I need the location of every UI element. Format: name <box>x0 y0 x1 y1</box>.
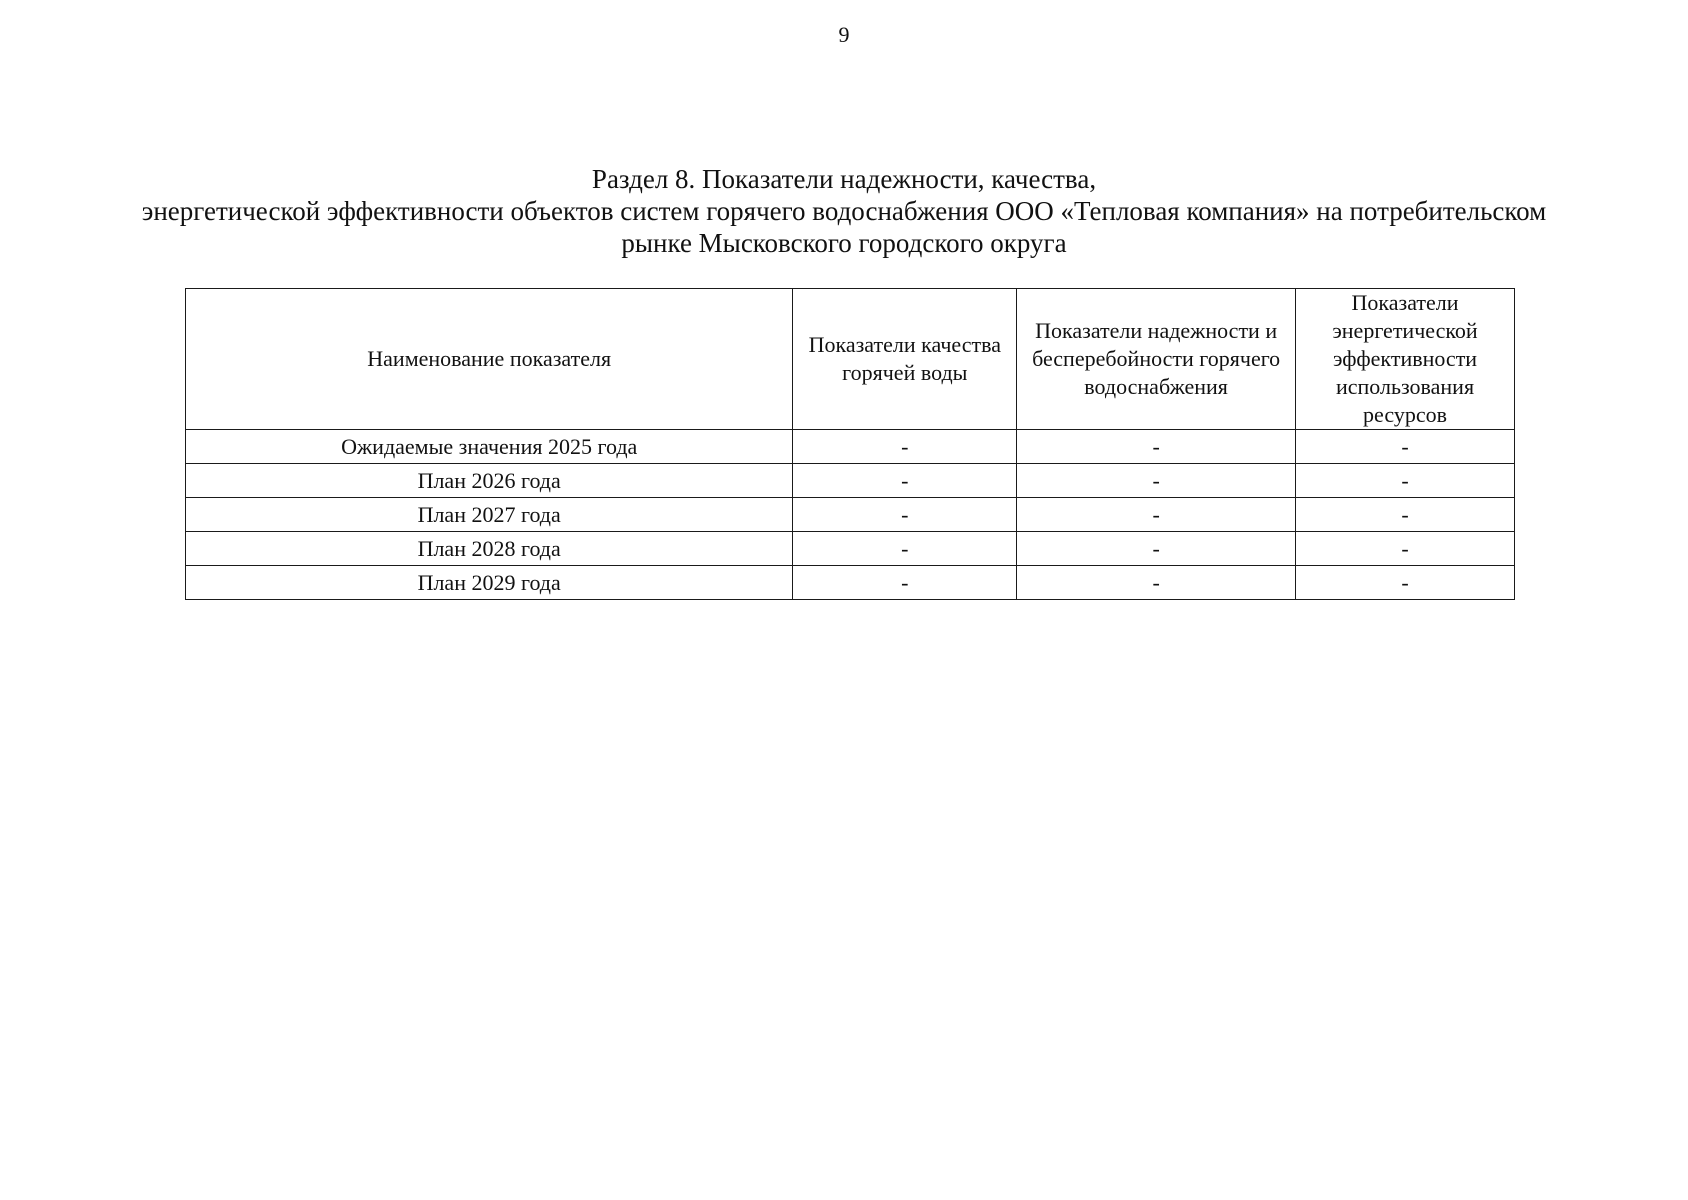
cell-reliability: - <box>1017 464 1296 498</box>
row-label: План 2026 года <box>186 464 793 498</box>
section-title-line-1: Раздел 8. Показатели надежности, качества, <box>591 164 1097 194</box>
header-reliability: Показатели надежности и бесперебойности горячего водоснабжения <box>1017 289 1296 430</box>
indicators-table <box>185 288 1515 600</box>
cell-energy-efficiency: - <box>1296 532 1515 566</box>
row-label: План 2027 года <box>186 498 793 532</box>
cell-water-quality: - <box>793 430 1017 464</box>
cell-water-quality: - <box>793 566 1017 600</box>
header-indicator-name: Наименование показателя <box>186 289 793 430</box>
row-label: План 2029 года <box>186 566 793 600</box>
header-energy-efficiency: Показатели энергетической эффективности использования ресурсов <box>1296 289 1515 430</box>
cell-energy-efficiency: - <box>1296 498 1515 532</box>
table-row <box>186 532 1515 566</box>
cell-energy-efficiency: - <box>1296 430 1515 464</box>
header-water-quality: Показатели качества горячей воды <box>793 289 1017 430</box>
section-title-line-2: энергетической эффективности объектов систем горячего водоснабжения ООО «Тепловая компания» на потребительском <box>141 196 1547 226</box>
section-title <box>60 163 1628 259</box>
cell-water-quality: - <box>793 464 1017 498</box>
cell-energy-efficiency: - <box>1296 464 1515 498</box>
cell-reliability: - <box>1017 566 1296 600</box>
row-label: План 2028 года <box>186 532 793 566</box>
cell-water-quality: - <box>793 532 1017 566</box>
page-number: 9 <box>838 22 850 47</box>
table-header-row <box>186 289 1515 430</box>
cell-reliability: - <box>1017 498 1296 532</box>
cell-water-quality: - <box>793 498 1017 532</box>
section-title-line-3: рынке Мысковского городского округа <box>621 228 1067 258</box>
table-row <box>186 430 1515 464</box>
table-row <box>186 464 1515 498</box>
cell-energy-efficiency: - <box>1296 566 1515 600</box>
cell-reliability: - <box>1017 532 1296 566</box>
row-label: Ожидаемые значения 2025 года <box>186 430 793 464</box>
table-row <box>186 498 1515 532</box>
table-row <box>186 566 1515 600</box>
cell-reliability: - <box>1017 430 1296 464</box>
